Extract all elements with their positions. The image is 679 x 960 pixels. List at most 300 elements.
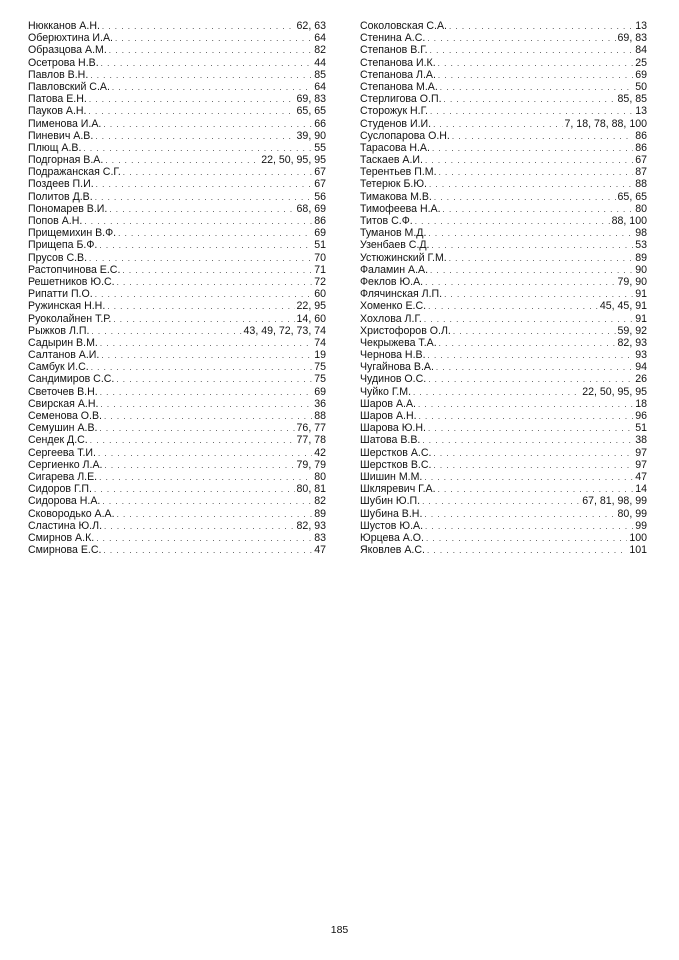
index-entry — [360, 215, 647, 227]
page-references: 94 — [635, 361, 647, 374]
page-references: 51 — [635, 422, 647, 435]
page-references: 7, 18, 78, 88, 100 — [564, 117, 647, 130]
author-name: Яковлев А.С. — [360, 544, 425, 557]
page-references: 65, 65 — [296, 105, 326, 118]
dot-leader — [99, 472, 312, 484]
dot-leader — [427, 545, 627, 557]
index-entry — [360, 361, 647, 373]
index-entry — [28, 203, 326, 215]
page-references: 91 — [635, 288, 647, 301]
index-column-left — [28, 20, 326, 556]
index-entry — [360, 227, 647, 239]
index-entry — [28, 130, 326, 142]
author-name: Пономарев В.И. — [28, 202, 108, 215]
author-name: Степанова Л.А. — [360, 68, 436, 81]
index-entry — [360, 422, 647, 434]
page-references: 45, 45, 91 — [599, 300, 647, 313]
index-entry — [28, 434, 326, 446]
index-entry — [28, 398, 326, 410]
author-name: Юрцева А.О. — [360, 531, 424, 544]
author-name: Пиневич А.В. — [28, 129, 94, 142]
dot-leader — [429, 179, 633, 191]
author-name: Тимофеева Н.А. — [360, 202, 441, 215]
author-name: Самбук И.С. — [28, 361, 89, 374]
author-name: Шубин Ю.П. — [360, 495, 421, 508]
index-entry — [360, 44, 647, 56]
page-references: 51 — [314, 239, 326, 252]
dot-leader — [101, 58, 313, 70]
author-name: Фаламин А.А. — [360, 263, 429, 276]
author-name: Терентьев П.М. — [360, 166, 437, 179]
index-entry — [360, 239, 647, 251]
page-references: 59, 92 — [617, 324, 647, 337]
index-entry — [360, 142, 647, 154]
index-entry — [28, 532, 326, 544]
page-references: 87 — [635, 166, 647, 179]
index-entry — [28, 105, 326, 117]
page-references: 97 — [635, 446, 647, 459]
dot-leader — [433, 119, 562, 131]
dot-leader — [449, 21, 633, 33]
index-entry — [360, 130, 647, 142]
page-references: 14 — [635, 483, 647, 496]
dot-leader — [425, 521, 633, 533]
page-references: 80, 81 — [296, 483, 326, 496]
index-entry — [28, 313, 326, 325]
index-entry — [360, 105, 647, 117]
author-name: Политов Д.В. — [28, 190, 93, 203]
author-name: Шустов Ю.А. — [360, 519, 424, 532]
author-name: Сендек Д.С. — [28, 434, 88, 447]
index-entry — [28, 44, 326, 56]
page-references: 65, 65 — [617, 190, 647, 203]
dot-leader — [95, 192, 313, 204]
dot-leader — [428, 350, 634, 362]
index-entry — [28, 239, 326, 251]
index-entry — [360, 288, 647, 300]
index-entry — [360, 81, 647, 93]
index-entry — [360, 471, 647, 483]
dot-leader — [428, 301, 598, 313]
dot-leader — [89, 94, 295, 106]
dot-leader — [449, 253, 633, 265]
page-references: 76, 77 — [296, 422, 326, 435]
page-references: 97 — [635, 458, 647, 471]
page-references: 82 — [314, 44, 326, 57]
index-entry — [28, 325, 326, 337]
index-entry — [360, 434, 647, 446]
index-entry — [360, 459, 647, 471]
author-name: Сковородько А.А. — [28, 507, 115, 520]
dot-leader — [102, 496, 312, 508]
page-references: 96 — [635, 410, 647, 422]
index-entry — [360, 154, 647, 166]
page-references: 80 — [635, 202, 647, 215]
dot-leader — [91, 326, 241, 338]
page-references: 67, 81, 98, 99 — [582, 495, 647, 508]
dot-leader — [104, 411, 312, 423]
author-name: Чекрыжева Т.А. — [360, 336, 437, 349]
author-name: Павловский С.А. — [28, 80, 110, 93]
page-references: 75 — [314, 361, 326, 374]
page-references: 101 — [629, 544, 647, 557]
index-entry — [360, 447, 647, 459]
dot-leader — [100, 399, 312, 411]
dot-leader — [96, 179, 313, 191]
author-name: Степанова М.А. — [360, 80, 438, 93]
author-name: Павлов В.Н. — [28, 68, 89, 81]
dot-leader — [443, 204, 634, 216]
dot-leader — [90, 70, 312, 82]
author-name: Туманов М.Д. — [360, 227, 427, 240]
author-name: Садырин В.М. — [28, 336, 98, 349]
index-entry — [360, 166, 647, 178]
index-entry — [28, 520, 326, 532]
index-entry — [360, 93, 647, 105]
author-name: Шаров А.Н. — [360, 410, 417, 422]
dot-leader — [91, 362, 313, 374]
page-references: 86 — [314, 215, 326, 227]
dot-leader — [415, 216, 610, 228]
dot-leader — [115, 33, 312, 45]
index-entry — [28, 118, 326, 130]
dot-leader — [101, 350, 312, 362]
index-entry — [360, 508, 647, 520]
page-references: 72 — [314, 275, 326, 288]
author-name: Прусов С.В. — [28, 251, 88, 264]
index-entry — [360, 398, 647, 410]
page-references: 67 — [314, 178, 326, 191]
index-entry — [28, 288, 326, 300]
index-entry — [28, 178, 326, 190]
dot-leader — [439, 338, 616, 350]
index-entry — [360, 20, 647, 32]
page-references: 82 — [314, 495, 326, 508]
author-name: Шкляревич Г.А. — [360, 483, 436, 496]
index-entry — [360, 410, 647, 422]
index-entry — [360, 349, 647, 361]
dot-leader — [123, 167, 312, 179]
dot-leader — [90, 435, 295, 447]
page-references: 99 — [635, 519, 647, 532]
author-name: Пауков А.Н. — [28, 105, 87, 118]
dot-leader — [100, 338, 312, 350]
index-entry — [28, 447, 326, 459]
dot-leader — [427, 33, 615, 45]
dot-leader — [432, 143, 633, 155]
author-name: Шерстков А.С. — [360, 446, 432, 459]
author-name: Чернова Н.В. — [360, 349, 426, 362]
author-name: Узенбаев С.Д. — [360, 239, 430, 252]
dot-leader — [112, 82, 312, 94]
page-references: 77, 78 — [296, 434, 326, 447]
dot-leader — [99, 240, 312, 252]
dot-leader — [116, 374, 312, 386]
page-references: 79, 90 — [617, 275, 647, 288]
page-references: 68, 69 — [296, 202, 326, 215]
author-name: Сластина Ю.Л. — [28, 519, 103, 532]
author-name: Степанова И.К. — [360, 56, 436, 69]
dot-leader — [438, 70, 633, 82]
dot-leader — [433, 448, 633, 460]
index-entry — [360, 386, 647, 398]
author-name: Пименова И.А. — [28, 117, 102, 130]
index-entry — [28, 93, 326, 105]
author-name: Хоменко Е.С. — [360, 300, 427, 313]
index-entry — [28, 227, 326, 239]
index-entry — [28, 422, 326, 434]
dot-leader — [99, 423, 294, 435]
dot-leader — [107, 301, 294, 313]
page-references: 86 — [635, 141, 647, 154]
author-name: Свирская А.Н. — [28, 397, 99, 410]
page-references: 44 — [314, 56, 326, 69]
author-name: Тетерюк Б.Ю. — [360, 178, 427, 191]
dot-leader — [95, 289, 313, 301]
index-entry — [28, 154, 326, 166]
index-entry — [28, 69, 326, 81]
dot-leader — [102, 21, 295, 33]
index-entry — [360, 544, 647, 556]
author-name: Семенова О.В. — [28, 410, 102, 422]
dot-leader — [433, 460, 633, 472]
author-name: Рипатти П.О. — [28, 288, 93, 301]
dot-leader — [118, 228, 312, 240]
author-name: Христофоров О.Л. — [360, 324, 451, 337]
author-name: Сергиенко Л.А. — [28, 458, 103, 471]
author-name: Стенина А.С. — [360, 32, 426, 45]
dot-leader — [96, 533, 312, 545]
index-entry — [360, 373, 647, 385]
dot-leader — [109, 45, 312, 57]
dot-leader — [105, 155, 259, 167]
author-name: Ружинская Н.Н. — [28, 300, 106, 313]
index-entry — [360, 532, 647, 544]
index-entry — [360, 191, 647, 203]
dot-leader — [117, 277, 313, 289]
page-references: 88 — [314, 410, 326, 422]
author-name: Нюкканов А.Н. — [28, 20, 100, 32]
page-references: 91 — [635, 312, 647, 325]
page-references: 47 — [635, 470, 647, 483]
dot-leader — [104, 521, 295, 533]
author-name: Устюжинский Г.М. — [360, 251, 447, 264]
index-entry — [28, 337, 326, 349]
page-number: 185 — [330, 924, 349, 936]
page-references: 13 — [635, 105, 647, 118]
author-name: Чуйко Г.М. — [360, 385, 412, 398]
dot-leader — [419, 411, 634, 423]
author-name: Поздеев П.И. — [28, 178, 94, 191]
dot-leader — [422, 435, 633, 447]
index-entry — [360, 495, 647, 507]
dot-leader — [89, 253, 312, 265]
page-references: 69 — [314, 227, 326, 240]
author-name: Степанов В.Г. — [360, 44, 428, 57]
author-name: Попов А.Н. — [28, 215, 83, 227]
dot-leader — [89, 106, 295, 118]
dot-leader — [432, 240, 634, 252]
author-name: Прищепа Б.Ф. — [28, 239, 98, 252]
index-entry — [28, 544, 326, 556]
page-references: 69 — [314, 385, 326, 398]
dot-leader — [428, 228, 633, 240]
page-references: 66 — [314, 117, 326, 130]
page-references: 39, 90 — [296, 129, 326, 142]
page-references: 14, 60 — [296, 312, 326, 325]
dot-leader — [413, 387, 580, 399]
author-name: Плющ А.В. — [28, 141, 82, 154]
page-references: 69, 83 — [296, 93, 326, 106]
index-entry — [360, 313, 647, 325]
index-entry — [360, 57, 647, 69]
dot-leader — [440, 82, 633, 94]
author-name: Тарасова Н.А. — [360, 141, 430, 154]
index-entry — [28, 215, 326, 227]
author-name: Осетрова Н.В. — [28, 56, 99, 69]
dot-leader — [84, 216, 312, 228]
author-name: Прищемихин В.Ф. — [28, 227, 117, 240]
page-references: 22, 95 — [296, 300, 326, 313]
dot-leader — [424, 509, 615, 521]
author-name: Сергеева Т.И. — [28, 446, 96, 459]
index-entry — [28, 166, 326, 178]
author-name: Решетников Ю.С. — [28, 275, 115, 288]
page-references: 56 — [314, 190, 326, 203]
author-name: Чудинов О.С. — [360, 373, 427, 386]
author-name: Сидорова Н.А. — [28, 495, 101, 508]
index-entry — [28, 264, 326, 276]
page-references: 25 — [635, 56, 647, 69]
author-name: Светочев В.Н. — [28, 385, 98, 398]
page-references: 64 — [314, 32, 326, 45]
page-references: 80 — [314, 470, 326, 483]
index-entry — [360, 276, 647, 288]
dot-leader — [425, 155, 633, 167]
index-entry — [360, 203, 647, 215]
page-references: 55 — [314, 141, 326, 154]
index-entry — [28, 349, 326, 361]
page-references: 98 — [635, 227, 647, 240]
page-references: 26 — [635, 373, 647, 386]
page-references: 82, 93 — [617, 336, 647, 349]
page-references: 88 — [635, 178, 647, 191]
page-references: 86 — [635, 129, 647, 142]
page-references: 80, 99 — [617, 507, 647, 520]
page-references: 62, 63 — [296, 20, 326, 32]
dot-leader — [117, 509, 313, 521]
author-name: Тимакова М.В. — [360, 190, 432, 203]
dot-leader — [104, 460, 294, 472]
index-entry — [28, 508, 326, 520]
author-name: Смирнов А.К. — [28, 531, 95, 544]
index-entry — [28, 361, 326, 373]
index-entry — [28, 386, 326, 398]
page-references: 22, 50, 95, 95 — [582, 385, 647, 398]
dot-leader — [439, 167, 634, 179]
author-name: Шишин М.М. — [360, 470, 423, 483]
author-name: Подражанская С.Г. — [28, 166, 121, 179]
dot-leader — [426, 533, 627, 545]
page-references: 100 — [629, 531, 647, 544]
page-references: 85 — [314, 68, 326, 81]
page-references: 18 — [635, 397, 647, 410]
author-name: Студенов И.И. — [360, 117, 432, 130]
author-name: Соколовская С.А. — [360, 20, 447, 32]
index-entry — [28, 410, 326, 422]
author-name: Феклов Ю.А. — [360, 275, 424, 288]
index-entry — [28, 32, 326, 44]
index-entry — [360, 252, 647, 264]
page-references: 69, 83 — [617, 32, 647, 45]
page-references: 75 — [314, 373, 326, 386]
index-entry — [360, 337, 647, 349]
author-name: Шерстков В.С. — [360, 458, 432, 471]
dot-leader — [424, 472, 633, 484]
page-references: 47 — [314, 544, 326, 557]
page-references: 64 — [314, 80, 326, 93]
page-references: 90 — [635, 263, 647, 276]
index-entry — [360, 118, 647, 130]
page-references: 74 — [314, 336, 326, 349]
index-entry — [28, 191, 326, 203]
index-entry — [360, 325, 647, 337]
author-name: Подгорная В.А. — [28, 154, 104, 167]
dot-leader — [444, 94, 616, 106]
page-references: 42 — [314, 446, 326, 459]
index-entry — [360, 300, 647, 312]
page-references: 69 — [635, 68, 647, 81]
page-references: 88, 100 — [611, 215, 647, 227]
page-references: 82, 93 — [296, 519, 326, 532]
dot-leader — [100, 387, 313, 399]
page-references: 83 — [314, 531, 326, 544]
dot-leader — [109, 204, 294, 216]
index-column-right — [360, 20, 647, 556]
dot-leader — [122, 265, 312, 277]
page-references: 84 — [635, 44, 647, 57]
page-references: 53 — [635, 239, 647, 252]
author-name: Сидоров Г.П. — [28, 483, 92, 496]
dot-leader — [103, 545, 312, 557]
author-name: Сандимиров С.С. — [28, 373, 115, 386]
page-references: 71 — [314, 263, 326, 276]
page-references: 93 — [635, 349, 647, 362]
author-name: Рыжков Л.П. — [28, 324, 90, 337]
index-entry — [28, 373, 326, 385]
author-name: Таскаев А.И. — [360, 154, 423, 167]
page-references: 89 — [314, 507, 326, 520]
page-references: 85, 85 — [617, 93, 647, 106]
dot-leader — [436, 362, 633, 374]
dot-leader — [418, 399, 633, 411]
dot-leader — [434, 192, 616, 204]
page-references: 22, 50, 95, 95 — [261, 154, 326, 167]
index-entry — [28, 495, 326, 507]
index-entry — [28, 300, 326, 312]
author-name: Оберюхтина И.А. — [28, 32, 113, 45]
author-name: Шубина В.Н. — [360, 507, 423, 520]
author-name: Сигарева Л.Е. — [28, 470, 98, 483]
author-name: Сторожук Н.Г. — [360, 105, 428, 118]
index-entry — [360, 264, 647, 276]
author-name: Чугайнова В.А. — [360, 361, 434, 374]
author-name: Салтанов А.И. — [28, 349, 100, 362]
index-entry — [28, 142, 326, 154]
page-references: 50 — [635, 80, 647, 93]
page-references: 13 — [635, 20, 647, 32]
author-name: Суслопарова О.Н. — [360, 129, 450, 142]
